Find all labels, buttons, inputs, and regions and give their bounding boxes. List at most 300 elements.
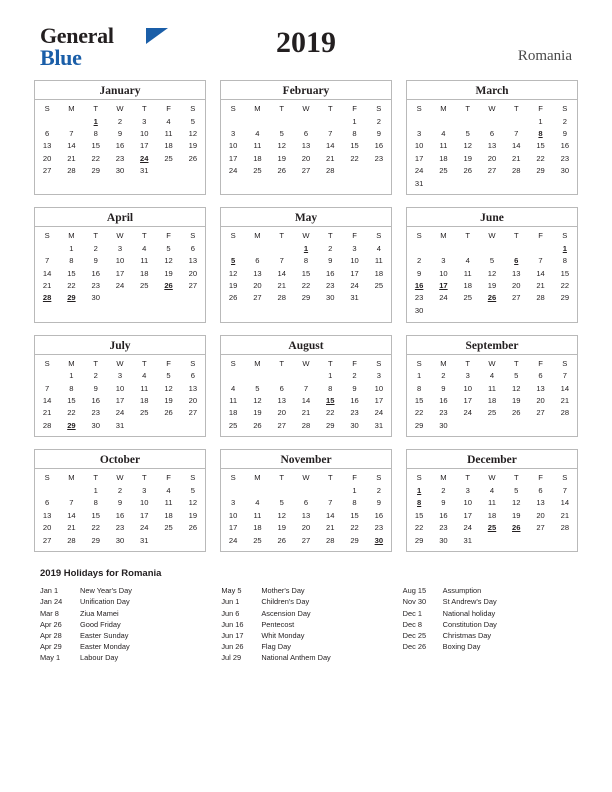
day-cell: 26 (253, 420, 262, 430)
day-cell: 19 (512, 395, 521, 405)
day-cell: 20 (253, 281, 262, 291)
holiday-name: St Andrew's Day (442, 597, 497, 607)
day-cell: 16 (91, 268, 100, 278)
day-cell: 5 (190, 116, 195, 126)
weekday-header: M (440, 473, 447, 483)
day-cell: 19 (253, 408, 262, 418)
week-row (35, 419, 205, 431)
month-block (34, 449, 206, 552)
weekday-header: T (327, 473, 333, 483)
day-cell-holiday: 1 (562, 243, 567, 253)
day-cell: 24 (140, 523, 149, 533)
day-cell: 10 (374, 383, 384, 393)
day-cell-empty (431, 177, 455, 189)
day-cell: 18 (164, 510, 173, 520)
month-block (406, 335, 578, 438)
week-row (221, 140, 391, 152)
weekday-header: S (190, 104, 196, 113)
week-row (35, 484, 205, 496)
day-cell-holiday: 8 (417, 498, 422, 508)
day-cell-empty (504, 534, 528, 546)
month-block (406, 449, 578, 552)
weekday-header: T (513, 104, 519, 113)
holiday-name: Pentecost (261, 619, 295, 629)
day-cell: 24 (115, 408, 125, 418)
day-cell-empty (59, 115, 83, 127)
day-cell: 9 (328, 256, 333, 266)
weekday-header: F (538, 104, 543, 113)
day-cell: 6 (279, 383, 284, 393)
day-cell-empty (35, 115, 59, 127)
weekday-header: T (141, 104, 147, 113)
weekday-header: T (93, 358, 99, 368)
day-cell-empty (480, 242, 504, 254)
holiday-date: Dec 26 (402, 642, 427, 652)
day-cell: 26 (463, 166, 472, 176)
day-cell: 8 (352, 129, 357, 139)
month-block (34, 335, 206, 438)
week-row (221, 267, 391, 279)
day-cell: 2 (441, 486, 446, 496)
day-cell-empty (480, 115, 504, 127)
day-cell: 27 (301, 535, 311, 545)
day-cell: 12 (512, 383, 521, 393)
holiday-list-item (40, 641, 209, 652)
day-cell: 16 (115, 510, 125, 520)
day-cell-holiday: 29 (67, 293, 76, 303)
day-cell: 22 (301, 281, 311, 291)
day-cell: 15 (536, 141, 545, 151)
weekday-header-row (407, 102, 577, 115)
weekday-header: T (513, 473, 519, 483)
day-cell: 10 (350, 256, 359, 266)
week-row (35, 242, 205, 254)
month-block (34, 207, 206, 322)
week-row (35, 127, 205, 139)
day-cell: 4 (376, 243, 381, 253)
weekday-header: F (538, 231, 543, 241)
day-cell: 19 (188, 141, 198, 151)
day-cell: 4 (166, 116, 171, 126)
day-cell: 2 (117, 116, 123, 126)
day-cell: 3 (142, 486, 147, 496)
month-table (35, 229, 205, 304)
day-cell: 10 (228, 510, 238, 520)
day-cell: 30 (560, 166, 570, 176)
weekday-header: F (352, 104, 357, 113)
holiday-name: New Year's Day (80, 586, 132, 596)
day-cell: 12 (188, 129, 198, 139)
day-cell: 9 (93, 256, 98, 266)
week-row (221, 534, 391, 546)
day-cell: 29 (414, 420, 424, 430)
weekday-header: F (538, 473, 543, 483)
weekday-header-row (221, 102, 391, 115)
holiday-list-item (221, 641, 390, 652)
week-row (407, 419, 577, 431)
day-cell: 2 (93, 243, 98, 253)
day-cell-holiday: 26 (512, 523, 521, 533)
day-cell: 18 (253, 523, 262, 533)
day-cell: 11 (229, 395, 238, 405)
holiday-list-item (403, 641, 572, 652)
day-cell: 28 (560, 523, 570, 533)
day-cell-empty (528, 534, 552, 546)
weekday-header: T (327, 231, 333, 241)
page-header (0, 0, 612, 70)
month-divider (407, 468, 577, 469)
day-cell: 7 (562, 486, 567, 496)
weekday-header: M (68, 231, 75, 241)
week-row (35, 394, 205, 406)
weekday-header: W (302, 473, 310, 483)
day-cell-holiday: 26 (487, 293, 497, 303)
week-row (221, 242, 391, 254)
week-row (407, 292, 577, 304)
day-cell: 3 (117, 371, 123, 381)
day-cell: 12 (487, 268, 497, 278)
holiday-list-item (40, 608, 209, 619)
day-cell: 27 (512, 293, 521, 303)
month-block (220, 449, 392, 552)
day-cell-empty (318, 115, 342, 127)
day-cell: 25 (164, 523, 173, 533)
weekday-header: T (327, 104, 333, 113)
weekday-header: W (116, 104, 124, 113)
weekday-header: T (513, 358, 519, 368)
day-cell: 22 (67, 408, 76, 418)
day-cell: 19 (164, 395, 173, 405)
holiday-date: Jun 17 (221, 631, 244, 641)
weekday-header-row (407, 471, 577, 484)
page-title-country: Romania (517, 48, 572, 64)
weekday-header: M (440, 104, 447, 113)
day-cell: 7 (514, 129, 519, 139)
day-cell: 4 (489, 486, 495, 496)
logo-text-blue: Blue (40, 45, 82, 70)
week-row (407, 304, 577, 316)
day-cell: 18 (374, 268, 384, 278)
day-cell-empty (294, 484, 318, 496)
day-cell: 6 (489, 129, 495, 139)
day-cell: 18 (439, 153, 448, 163)
day-cell: 23 (115, 153, 125, 163)
day-cell: 30 (115, 166, 125, 176)
holiday-name: Easter Sunday (80, 631, 129, 641)
day-cell: 13 (42, 141, 52, 151)
day-cell: 18 (463, 281, 472, 291)
weekday-header: S (44, 104, 50, 113)
day-cell: 30 (326, 293, 335, 303)
weekday-header: M (68, 473, 75, 483)
day-cell: 2 (376, 486, 381, 496)
day-cell: 23 (115, 523, 125, 533)
week-row (221, 165, 391, 177)
day-cell: 21 (277, 281, 286, 291)
day-cell-empty (156, 534, 180, 546)
day-cell: 13 (277, 395, 286, 405)
day-cell-empty (221, 115, 245, 127)
weekday-header: T (93, 473, 99, 483)
month-table (35, 471, 205, 546)
month-divider (35, 468, 205, 469)
day-cell-empty (181, 419, 205, 431)
holiday-list-item (221, 608, 390, 619)
month-divider (221, 468, 391, 469)
weekday-header: S (416, 473, 422, 483)
day-cell: 10 (463, 498, 472, 508)
day-cell: 13 (301, 141, 311, 151)
day-cell: 3 (231, 129, 236, 139)
weekday-header: F (166, 358, 171, 368)
day-cell: 17 (414, 153, 424, 163)
holiday-date: May 1 (40, 653, 61, 663)
day-cell: 17 (463, 510, 472, 520)
day-cell: 20 (536, 510, 545, 520)
weekday-header: S (190, 473, 196, 483)
day-cell-empty (270, 242, 294, 254)
week-row (35, 152, 205, 164)
week-row (407, 255, 577, 267)
day-cell-holiday: 24 (140, 153, 149, 163)
day-cell: 4 (489, 371, 495, 381)
day-cell: 17 (228, 523, 238, 533)
weekday-header: W (488, 104, 496, 113)
holiday-name: Ziua Mamei (80, 608, 119, 618)
weekday-header: S (562, 231, 568, 241)
day-cell-empty (504, 419, 528, 431)
holiday-name: Boxing Day (442, 642, 481, 652)
month-block (406, 80, 578, 195)
day-cell: 3 (465, 371, 470, 381)
day-cell-holiday: 6 (514, 256, 519, 266)
day-cell: 15 (91, 141, 100, 151)
day-cell: 23 (350, 408, 359, 418)
week-row (407, 522, 577, 534)
day-cell: 15 (560, 268, 570, 278)
weekday-header: W (488, 473, 496, 483)
day-cell: 24 (439, 293, 448, 303)
weekday-header-row (407, 357, 577, 370)
day-cell: 14 (560, 498, 570, 508)
weekday-header-row (35, 471, 205, 484)
day-cell: 5 (255, 383, 260, 393)
day-cell: 1 (352, 486, 357, 496)
week-row (407, 177, 577, 189)
day-cell: 20 (277, 408, 286, 418)
day-cell: 11 (164, 129, 173, 139)
day-cell: 1 (538, 116, 543, 126)
weekday-header: T (279, 104, 285, 113)
week-row (35, 534, 205, 546)
day-cell: 22 (414, 408, 424, 418)
day-cell: 11 (164, 498, 173, 508)
day-cell: 21 (301, 408, 311, 418)
day-cell: 18 (140, 395, 149, 405)
day-cell: 5 (279, 498, 284, 508)
holiday-list-item (40, 596, 209, 607)
day-cell: 7 (69, 129, 74, 139)
holidays-title: 2019 Holidays for Romania (40, 568, 162, 580)
day-cell-holiday: 16 (414, 281, 424, 291)
day-cell: 7 (562, 371, 567, 381)
month-table (407, 357, 577, 432)
day-cell: 10 (140, 498, 149, 508)
day-cell: 24 (463, 523, 472, 533)
week-row (221, 115, 391, 127)
day-cell: 31 (463, 535, 472, 545)
week-row (407, 407, 577, 419)
week-row (407, 382, 577, 394)
weekday-header: T (465, 358, 471, 368)
day-cell: 23 (91, 408, 100, 418)
day-cell-empty (245, 242, 269, 254)
day-cell: 4 (255, 498, 260, 508)
day-cell: 28 (536, 293, 545, 303)
day-cell: 11 (374, 256, 383, 266)
month-table (407, 229, 577, 316)
day-cell: 9 (93, 383, 98, 393)
day-cell: 31 (115, 420, 125, 430)
day-cell: 13 (188, 256, 198, 266)
month-block (220, 80, 392, 195)
day-cell: 17 (115, 268, 125, 278)
day-cell-empty (456, 242, 480, 254)
weekday-header: W (488, 358, 496, 368)
day-cell: 2 (352, 371, 357, 381)
weekday-header: W (116, 231, 124, 241)
day-cell-empty (553, 304, 577, 316)
holidays-section (40, 568, 572, 663)
day-cell: 28 (512, 166, 521, 176)
weekday-header: S (416, 231, 422, 241)
day-cell: 9 (441, 498, 446, 508)
day-cell: 12 (188, 498, 198, 508)
day-cell-empty (528, 419, 552, 431)
day-cell-empty (456, 419, 480, 431)
weekday-header-row (35, 229, 205, 242)
day-cell: 9 (352, 383, 357, 393)
day-cell: 14 (560, 383, 570, 393)
weekday-header: S (562, 473, 568, 483)
holiday-date: Aug 15 (402, 586, 427, 596)
holiday-date: May 5 (221, 586, 242, 596)
month-name: July (109, 339, 131, 352)
day-cell: 9 (376, 498, 381, 508)
day-cell: 29 (301, 293, 311, 303)
day-cell: 19 (277, 523, 286, 533)
day-cell-empty (221, 370, 245, 382)
weekday-header: T (465, 473, 471, 483)
day-cell: 27 (42, 166, 52, 176)
day-cell: 13 (512, 268, 521, 278)
day-cell-empty (480, 177, 504, 189)
day-cell: 23 (439, 408, 448, 418)
day-cell: 10 (463, 383, 472, 393)
day-cell-empty (318, 484, 342, 496)
day-cell: 6 (303, 498, 309, 508)
holiday-name: National holiday (442, 608, 496, 618)
day-cell: 27 (188, 281, 198, 291)
holiday-date: Jun 16 (221, 619, 244, 629)
weekday-header: F (166, 473, 171, 483)
month-divider (35, 226, 205, 227)
week-row (407, 152, 577, 164)
day-cell: 30 (414, 305, 424, 315)
week-row (221, 292, 391, 304)
month-divider (221, 354, 391, 355)
day-cell: 18 (487, 510, 497, 520)
week-row (221, 497, 391, 509)
day-cell: 25 (228, 420, 238, 430)
weekday-header: M (254, 104, 261, 113)
day-cell: 13 (42, 510, 52, 520)
week-row (221, 419, 391, 431)
month-table (35, 102, 205, 177)
day-cell: 20 (301, 523, 311, 533)
day-cell: 6 (190, 371, 195, 381)
holiday-list-item (403, 585, 572, 596)
day-cell: 5 (465, 129, 470, 139)
day-cell: 17 (350, 268, 359, 278)
day-cell: 30 (115, 535, 125, 545)
day-cell: 5 (514, 371, 519, 381)
day-cell: 29 (91, 535, 100, 545)
weekday-header: F (352, 358, 357, 368)
week-row (221, 279, 391, 291)
day-cell: 23 (414, 293, 424, 303)
weekday-header: T (279, 231, 285, 241)
day-cell-holiday: 1 (417, 486, 422, 496)
month-divider (407, 99, 577, 100)
month-name: January (99, 85, 141, 97)
holidays-column (40, 585, 209, 663)
weekday-header-row (407, 229, 577, 242)
weekday-header: M (440, 231, 447, 241)
month-block (220, 207, 392, 322)
day-cell: 19 (188, 510, 198, 520)
weekday-header: W (116, 473, 124, 483)
day-cell: 14 (67, 141, 76, 151)
week-row (35, 267, 205, 279)
day-cell: 11 (488, 383, 496, 393)
holiday-name: Flag Day (261, 642, 291, 652)
day-cell: 23 (560, 153, 570, 163)
day-cell: 27 (487, 166, 497, 176)
week-row (35, 370, 205, 382)
day-cell-empty (181, 534, 205, 546)
month-name: August (288, 339, 324, 352)
month-table (221, 102, 391, 177)
weekday-header: T (465, 231, 471, 241)
weekday-header: M (254, 358, 261, 368)
month-name: November (280, 454, 332, 467)
holiday-name: Christmas Day (442, 631, 492, 641)
weekday-header: F (352, 473, 357, 483)
day-cell-empty (553, 419, 577, 431)
day-cell: 30 (350, 420, 359, 430)
day-cell: 5 (166, 371, 171, 381)
week-row (407, 267, 577, 279)
holiday-name: Good Friday (80, 619, 121, 629)
holiday-date: Apr 28 (40, 631, 62, 641)
holiday-list-item (221, 619, 390, 630)
day-cell-empty (367, 165, 391, 177)
day-cell: 19 (487, 281, 497, 291)
holiday-date: Jan 1 (40, 586, 59, 596)
day-cell: 11 (253, 141, 262, 151)
day-cell-empty (456, 115, 480, 127)
